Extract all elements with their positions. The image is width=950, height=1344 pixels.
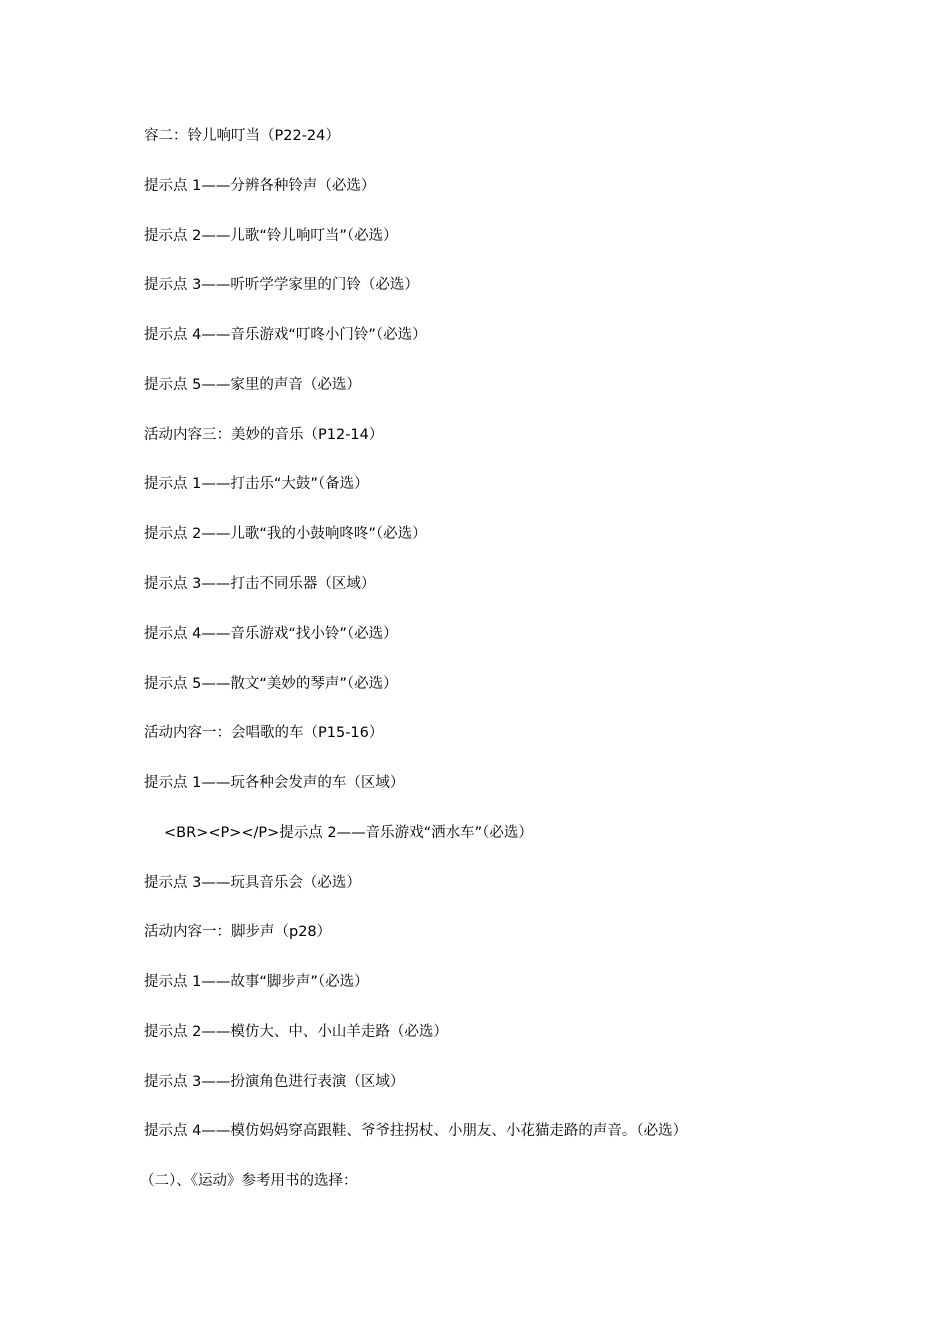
hint-line: 提示点 4——音乐游戏“找小铃”（必选） (144, 626, 398, 642)
hint-line: 提示点 4——模仿妈妈穿高跟鞋、爷爷拄拐杖、小朋友、小花猫走路的声音。（必选） (144, 1123, 688, 1139)
hint-line: 提示点 1——分辨各种铃声（必选） (144, 178, 376, 194)
hint-line: 提示点 4——音乐游戏“叮咚小门铃”（必选） (144, 327, 427, 343)
hint-line: 提示点 5——散文“美妙的琴声”（必选） (144, 676, 398, 692)
section-heading-footsteps: 活动内容一：脚步声（p28） (144, 924, 332, 940)
hint-line: 提示点 2——儿歌“铃儿响叮当”（必选） (144, 228, 398, 244)
hint-line-with-tags: <BR><P></P>提示点 2——音乐游戏“洒水车”（必选） (164, 825, 533, 841)
hint-line: 提示点 3——玩具音乐会（必选） (144, 875, 361, 891)
hint-line: 提示点 1——打击乐“大鼓”（备选） (144, 476, 369, 492)
hint-line: 提示点 1——玩各种会发声的车（区域） (144, 775, 405, 791)
hint-line: 提示点 1——故事“脚步声”（必选） (144, 974, 369, 990)
section-heading-wonderful-music: 活动内容三：美妙的音乐（P12-14） (144, 427, 384, 443)
hint-line: 提示点 3——扮演角色进行表演（区域） (144, 1074, 405, 1090)
hint-line: 提示点 2——儿歌“我的小鼓响咚咚”（必选） (144, 526, 427, 542)
subsection-heading-sports: （二）、《运动》参考用书的选择： (140, 1173, 358, 1189)
hint-line: 提示点 2——模仿大、中、小山羊走路（必选） (144, 1024, 448, 1040)
section-heading-ring-bells: 容二：铃儿响叮当（P22-24） (144, 128, 340, 144)
section-heading-singing-car: 活动内容一：会唱歌的车（P15-16） (144, 725, 384, 741)
hint-line: 提示点 3——打击不同乐器（区域） (144, 576, 376, 592)
hint-line: 提示点 5——家里的声音（必选） (144, 377, 361, 393)
hint-line: 提示点 3——听听学学家里的门铃（必选） (144, 277, 419, 293)
